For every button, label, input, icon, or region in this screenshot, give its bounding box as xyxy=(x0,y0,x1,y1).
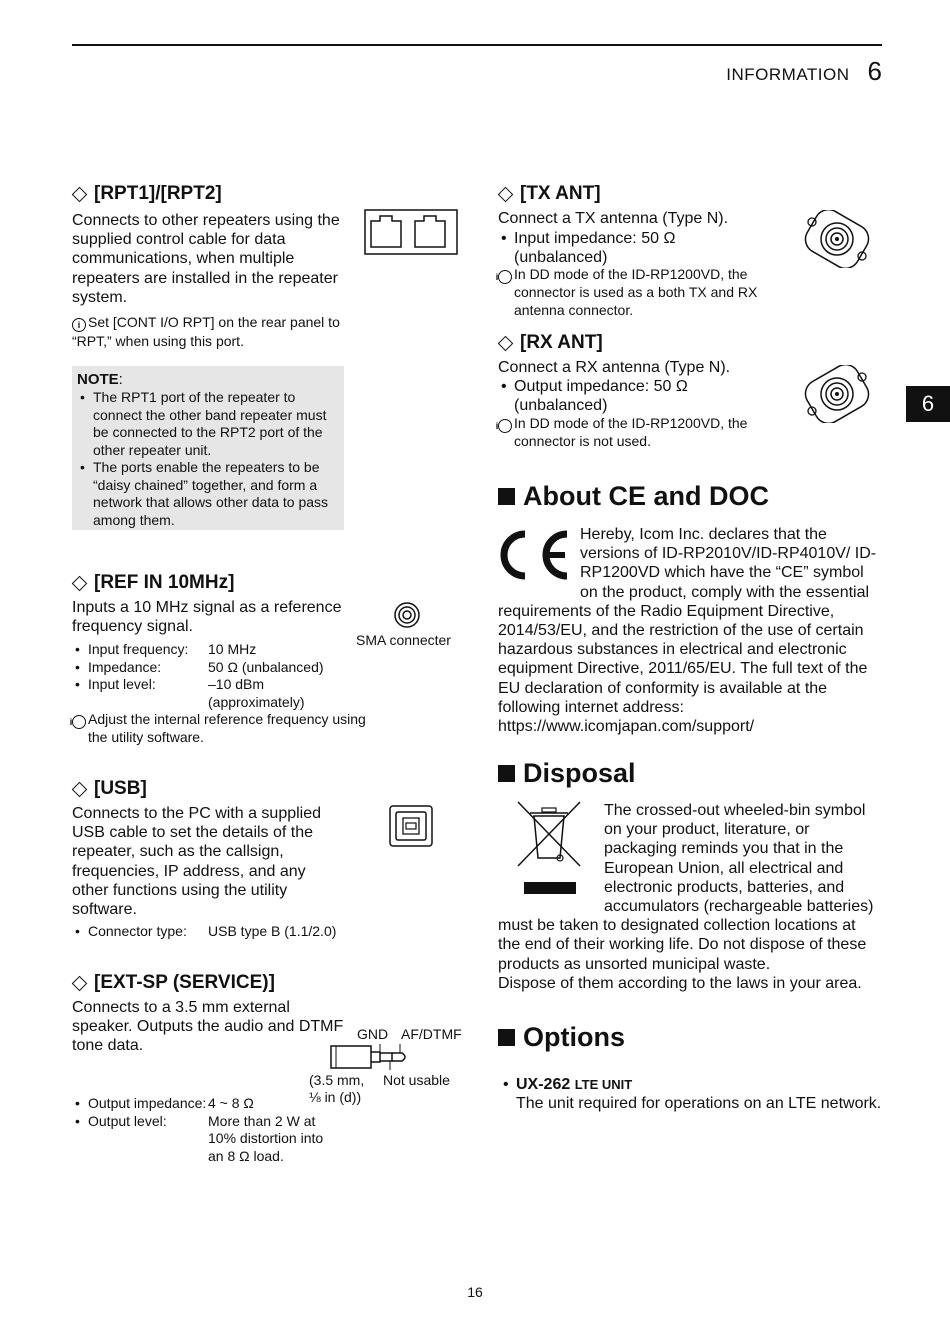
extsp-heading: [EXT-SP (SERVICE)] xyxy=(72,972,275,994)
extsp-text: Connects to a 3.5 mm external speaker. Outputs the audio and DTMF tone data. xyxy=(72,999,344,1055)
options-list xyxy=(500,1075,890,1113)
spec-row: • Input frequency: 10 MHz xyxy=(72,641,352,659)
spec-row: • Output impedance: 4 ~ 8 Ω xyxy=(72,1095,352,1113)
spec-row: • Connector type: USB type B (1.1/2.0) xyxy=(72,923,352,941)
af-dtmf-label: AF/DTMF xyxy=(401,1026,462,1042)
txant-heading: [TX ANT] xyxy=(498,183,601,205)
usb-specs xyxy=(72,923,352,941)
refin-heading: [REF IN 10MHz] xyxy=(72,572,234,594)
bullet-item: • Input impedance: 50 Ω (unbalanced) xyxy=(498,229,698,267)
usb-text: Connects to the PC with a supplied USB cable to set the details of the repeater, such as the callsign, frequencies, IP address, and any other functions using the utility software. xyxy=(72,805,322,919)
n-connector-icon xyxy=(798,210,876,268)
spec-row: • Input level: –10 dBm (approximately) xyxy=(72,676,352,711)
diamond-icon xyxy=(72,575,88,591)
txant-bullets xyxy=(498,229,698,267)
note-item: • The RPT1 port of the repeater to connect the other band repeater must be connected to the RPT2 port of the other repeater unit. xyxy=(77,389,333,459)
not-usable-label: Not usable xyxy=(383,1072,450,1088)
rpt-tip: i Set [CONT I/O RPT] on the rear panel to “RPT,” when using this port. xyxy=(72,314,340,349)
page-number: 16 xyxy=(467,1284,483,1300)
rj45-ports-icon xyxy=(364,209,458,255)
spec-row: • Impedance: 50 Ω (unbalanced) xyxy=(72,659,352,677)
diamond-icon xyxy=(72,975,88,991)
sma-caption: SMA connecter xyxy=(356,632,451,648)
diamond-icon xyxy=(72,781,88,797)
txant-tip: i In DD mode of the ID-RP1200VD, the connector is used as a both TX and RX antenna connector. xyxy=(495,266,758,318)
ce-heading: About CE and DOC xyxy=(498,481,769,512)
note-label: NOTE: xyxy=(77,371,123,388)
spec-row: • Output level: More than 2 W at 10% distortion into an 8 Ω load. xyxy=(72,1113,352,1166)
rpt-heading: [RPT1]/[RPT2] xyxy=(72,183,222,205)
header-title: INFORMATION xyxy=(726,65,850,84)
info-icon: i xyxy=(72,715,86,729)
txant-text: Connect a TX antenna (Type N). xyxy=(498,210,729,227)
header-chapter: 6 xyxy=(867,56,882,86)
square-bullet-icon xyxy=(498,765,515,782)
rxant-text: Connect a RX antenna (Type N). xyxy=(498,359,731,376)
size-label: (3.5 mm, ⅛ in (d)) xyxy=(309,1072,365,1105)
usb-heading: [USB] xyxy=(72,778,147,800)
audio-plug-icon xyxy=(330,1042,422,1072)
rxant-heading: [RX ANT] xyxy=(498,332,603,354)
square-bullet-icon xyxy=(498,488,515,505)
info-icon: i xyxy=(72,318,86,332)
ce-text: Hereby, Icom Inc. declares that the versions of ID-RP2010V/ID-RP4010V/ ID-RP1200VD which have the “CE” symbol on the product, comply with the essential requirements of the Radio Equipment Directive, 2014/53/EU, and the restriction of the use of certain hazardous substances in electrical and electronic equipment Directive, 2011/65/EU. The full text of the EU declaration of conformity is available at the following internet address: https://www.icomjapan.com/support/ xyxy=(498,526,877,736)
note-list xyxy=(77,389,333,529)
diamond-icon xyxy=(72,186,88,202)
refin-specs xyxy=(72,641,352,711)
disposal-text: The crossed-out wheeled-bin symbol on your product, literature, or packaging reminds you that in the European Union, all electrical and electronic products, batteries, and accumulators (rechargeable batteries) must be taken to designated collection locations at the end of their working life. Do not dispose of these products as unsorted municipal waste. xyxy=(498,802,874,973)
page-header xyxy=(726,56,882,87)
extsp-specs xyxy=(72,1095,352,1165)
sma-connector-icon xyxy=(392,600,422,630)
chapter-tab: 6 xyxy=(906,386,950,422)
disposal-heading: Disposal xyxy=(498,758,636,789)
n-connector-icon xyxy=(798,365,876,423)
info-icon: i xyxy=(498,419,512,433)
diamond-icon xyxy=(498,335,514,351)
diamond-icon xyxy=(498,186,514,202)
disposal-text2: Dispose of them according to the laws in your area. xyxy=(498,975,862,992)
note-item: • The ports enable the repeaters to be “daisy chained” together, and form a network that allows other data to pass among them. xyxy=(77,459,333,529)
rxant-bullets xyxy=(498,377,698,415)
rpt-text: Connects to other repeaters using the supplied control cable for data communications, when multiple repeaters are installed in the repeater system. xyxy=(72,212,340,306)
refin-text: Inputs a 10 MHz signal as a reference frequency signal. xyxy=(72,599,342,636)
gnd-label: GND xyxy=(357,1026,389,1042)
rxant-tip: i In DD mode of the ID-RP1200VD, the connector is not used. xyxy=(495,415,748,449)
option-item: • UX-262 LTE UNIT The unit required for operations on an LTE network. xyxy=(500,1075,890,1113)
refin-tip: i Adjust the internal reference frequency using the utility software. xyxy=(69,711,366,745)
info-icon: i xyxy=(498,270,512,284)
header-rule xyxy=(72,44,882,46)
usb-b-port-icon xyxy=(389,805,433,847)
options-heading: Options xyxy=(498,1022,625,1053)
square-bullet-icon xyxy=(498,1029,515,1046)
bullet-item: • Output impedance: 50 Ω (unbalanced) xyxy=(498,377,698,415)
